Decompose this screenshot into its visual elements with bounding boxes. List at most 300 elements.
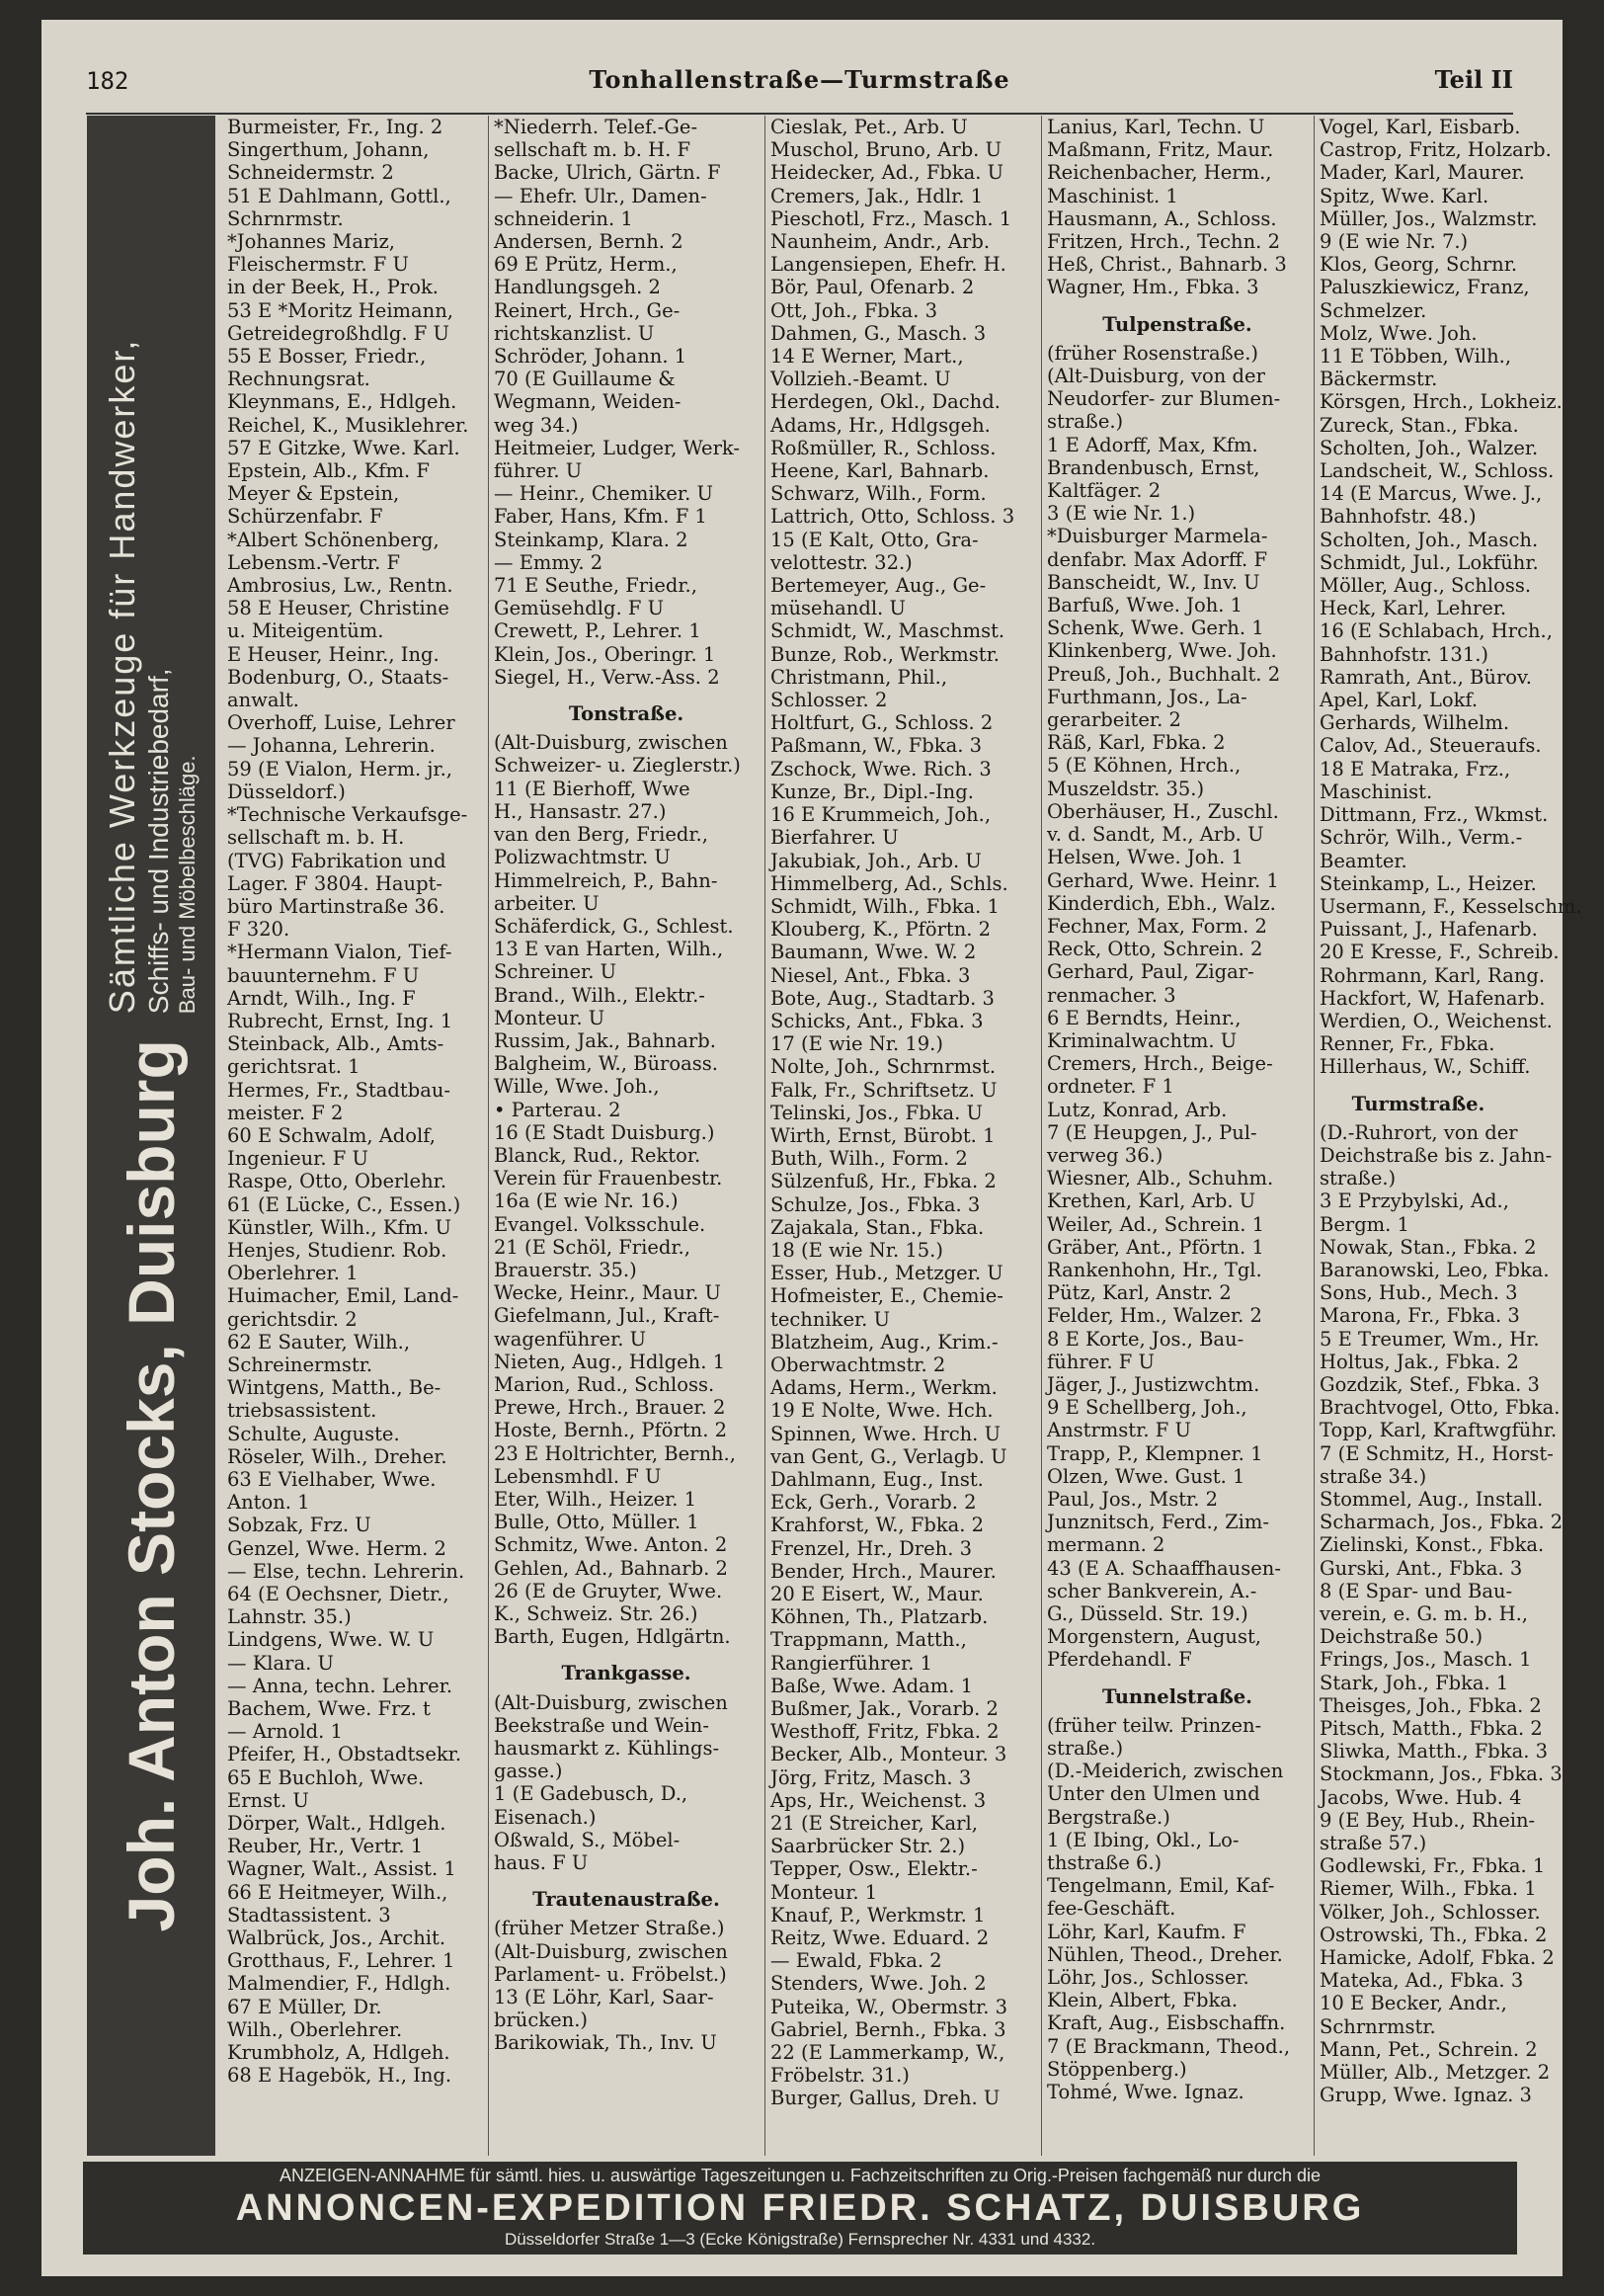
directory-entry: Handlungsgeh. 2 [494,276,661,299]
directory-entry: 43 (E A. Schaaffhausen- [1047,1556,1281,1580]
directory-entry: Paßmann, W., Fbka. 3 [770,734,983,758]
directory-entry: Gemüsehdlg. F U [494,597,665,620]
directory-entry: Oberwachtmstr. 2 [770,1353,946,1376]
directory-entry: Beekstraße und Wein- [494,1713,709,1737]
directory-entry: Hausmann, A., Schloss. [1047,206,1277,230]
directory-entry: Wille, Wwe. Joh., [494,1075,660,1099]
directory-entry: Lahnstr. 35.) [227,1605,352,1629]
directory-entry: anwalt. [227,689,299,712]
directory-entry: Backe, Ulrich, Gärtn. F [494,161,721,185]
directory-entry: Langensiepen, Ehefr. H. [770,253,1006,277]
directory-entry: Buth, Wilh., Form. 2 [770,1147,968,1171]
directory-entry: 22 (E Lammerkamp, W., [770,2041,1005,2065]
directory-entry: Lebensmhdl. F U [494,1464,662,1488]
directory-entry: Pieschotl, Frz., Masch. 1 [770,206,1012,230]
directory-entry: Becker, Alb., Monteur. 3 [770,1743,1007,1766]
ad-line2: Schiffs- und Industriebedarf, [143,668,174,1015]
directory-entry: 5 E Treumer, Wm., Hr. [1320,1327,1540,1351]
directory-entry: Morgenstern, August, [1047,1625,1261,1649]
column-divider [488,116,489,2156]
directory-entry: Frings, Jos., Masch. 1 [1320,1648,1532,1672]
directory-entry: 9 (E wie Nr. 7.) [1320,230,1469,254]
directory-entry: 8 E Korte, Jos., Bau- [1047,1327,1244,1351]
column-5 [1320,116,1582,2156]
directory-entry: Schmelzer. [1320,298,1427,322]
directory-entry: Christmann, Phil., [770,665,948,689]
directory-entry: Pütz, Karl, Anstr. 2 [1047,1281,1232,1305]
directory-entry: 16 (E Schlabach, Hrch., [1320,619,1553,643]
directory-entry: Schrnrmstr. [1320,2014,1436,2038]
directory-entry: Reck, Otto, Schrein. 2 [1047,938,1263,961]
directory-entry: *Johannes Mariz, [227,230,395,254]
directory-entry: Polizwachtmstr. U [494,846,671,869]
directory-entry: Reinert, Hrch., Ge- [494,298,681,322]
directory-entry: 62 E Sauter, Wilh., [227,1330,411,1353]
directory-entry: in der Beek, H., Prok. [227,276,439,299]
directory-entry: Landscheit, W., Schloss. [1320,459,1555,483]
column-4 [1047,116,1308,2156]
directory-entry: Reuber, Hr., Vertr. 1 [227,1835,424,1858]
directory-entry: Düsseldorf.) [227,779,346,803]
directory-entry: Krumbholz, A, Hdlgeh. [227,2041,450,2065]
directory-entry: Schäferdick, G., Schlest. [494,914,734,938]
directory-entry: Klouberg, K., Pförtn. 2 [770,918,992,942]
directory-entry: Theisges, Joh., Fbka. 2 [1320,1693,1542,1717]
directory-entry: 18 E Matraka, Frz., [1320,757,1511,780]
directory-entry: Maschinist. [1320,779,1433,803]
directory-entry: Krethen, Karl, Arb. U [1047,1189,1256,1213]
directory-entry: Falk, Fr., Schriftsetz. U [770,1078,998,1102]
directory-entry: Junznitsch, Ferd., Zim- [1047,1511,1269,1534]
directory-entry: bauunternehm. F U [227,963,420,987]
directory-entry: Hoste, Bernh., Pförtn. 2 [494,1419,728,1442]
directory-entry: 1 (E Gadebusch, D., [494,1782,688,1806]
directory-entry: Schwarz, Wilh., Form. [770,482,987,506]
directory-entry: Usermann, F., Kesselschm. [1320,894,1582,918]
directory-entry: 8 (E Spar- und Bau- [1320,1579,1513,1602]
directory-entry: Gabriel, Bernh., Fbka. 3 [770,2017,1006,2041]
directory-entry: Schröder, Johann. 1 [494,345,687,369]
directory-entry: 3 E Przybylski, Ad., [1320,1189,1509,1213]
directory-entry: Helsen, Wwe. Joh. 1 [1047,846,1243,869]
directory-entry: Furthmann, Jos., La- [1047,685,1247,708]
directory-entry: 15 (E Kalt, Otto, Gra- [770,528,979,551]
directory-entry: Brand., Wilh., Elektr.- [494,983,705,1007]
directory-entry: Sülzenfuß, Hr., Fbka. 2 [770,1170,997,1193]
directory-entry: Deichstraße 50.) [1320,1625,1484,1649]
column-divider [1041,116,1042,2156]
directory-entry: Brachtvogel, Otto, Fbka. [1320,1396,1561,1420]
directory-entry: Baranowski, Leo, Fbka. [1320,1258,1550,1281]
directory-entry: Bergstraße.) [1047,1805,1170,1829]
directory-entry: Schweizer- u. Zieglerstr.) [494,754,741,778]
directory-entry: Huimacher, Emil, Land- [227,1284,459,1308]
directory-entry: Olzen, Wwe. Gust. 1 [1047,1464,1245,1488]
directory-entry: Godlewski, Fr., Fbka. 1 [1320,1854,1546,1878]
page-number: 182 [86,67,129,95]
directory-entry: Malmendier, F., Hdlgh. [227,1972,451,1996]
directory-entry: Esser, Hub., Metzger. U [770,1262,1003,1285]
directory-entry: Mann, Pet., Schrein. 2 [1320,2037,1538,2061]
directory-entry: Gerhard, Paul, Zigar- [1047,960,1254,984]
directory-entry: Spinnen, Wwe. Hrch. U [770,1422,1002,1445]
directory-entry: Hofmeister, E., Chemie- [770,1284,1003,1308]
directory-entry: Preuß, Joh., Buchhalt. 2 [1047,662,1281,686]
directory-entry: Gräber, Ant., Pförtn. 1 [1047,1235,1264,1259]
directory-entry: Hackfort, W, Hafenarb. [1320,986,1546,1010]
directory-entry: Steinkamp, Klara. 2 [494,528,688,551]
directory-entry: Weiler, Ad., Schrein. 1 [1047,1212,1265,1236]
directory-entry: Siegel, H., Verw.-Ass. 2 [494,665,720,689]
directory-entry: Castrop, Fritz, Holzarb. [1320,138,1552,162]
directory-entry: 11 (E Bierhoff, Wwe [494,777,690,800]
directory-entry: hausmarkt z. Kühlings- [494,1737,720,1761]
directory-entry: 23 E Holtrichter, Bernh., [494,1441,736,1465]
directory-entry: Burger, Gallus, Dreh. U [770,2087,1001,2110]
column-1 [227,116,482,2156]
directory-entry: Kleynmans, E., Hdlgeh. [227,390,457,414]
directory-entry: Ramrath, Ant., Bürov. [1320,665,1532,689]
directory-entry: Molz, Wwe. Joh. [1320,321,1478,345]
directory-entry: Knauf, P., Werkmstr. 1 [770,1903,986,1927]
directory-entry: 9 (E Bey, Hub., Rhein- [1320,1808,1536,1832]
directory-entry: büro Martinstraße 36. [227,894,445,918]
directory-entry: Andersen, Bernh. 2 [494,230,683,254]
directory-entry: Bahnhofstr. 131.) [1320,642,1489,666]
directory-entry: Bör, Paul, Ofenarb. 2 [770,276,975,299]
directory-entry: Saarbrücker Str. 2.) [770,1835,966,1858]
directory-entry: Schlosser. 2 [770,689,888,712]
directory-entry: Burmeister, Fr., Ing. 2 [227,116,443,138]
directory-entry: Klos, Georg, Schrnr. [1320,253,1518,277]
directory-entry: Cieslak, Pet., Arb. U [770,116,968,138]
directory-entry: 51 E Dahlmann, Gottl., [227,184,451,207]
directory-entry: Schicks, Ant., Fbka. 3 [770,1009,984,1032]
directory-entry: 6 E Berndts, Heinr., [1047,1006,1242,1029]
directory-entry: 68 E Hagebök, H., Ing. [227,2064,452,2088]
directory-entry: Gerhard, Wwe. Heinr. 1 [1047,868,1279,892]
directory-entry: 21 (E Streicher, Karl, [770,1812,978,1836]
directory-entry: Mader, Karl, Maurer. [1320,161,1525,185]
directory-entry: gerichtsrat. 1 [227,1055,361,1079]
directory-entry: Muschol, Bruno, Arb. U [770,138,1002,162]
directory-entry: Singerthum, Johann, [227,138,430,162]
directory-entry: Räß, Karl, Fbka. 2 [1047,731,1226,755]
directory-entry: Prewe, Hrch., Brauer. 2 [494,1396,726,1420]
directory-entry: Felder, Hm., Walzer. 2 [1047,1304,1262,1328]
directory-entry: Trapp, P., Klempner. 1 [1047,1441,1263,1465]
directory-entry: Barth, Eugen, Hdlgärtn. [494,1625,731,1649]
directory-entry: Dörper, Walt., Hdlgeh. [227,1812,446,1836]
directory-entry: Löhr, Karl, Kaufm. F [1047,1920,1246,1943]
directory-entry: Paluszkiewicz, Franz, [1320,276,1530,299]
directory-page [41,20,1582,2276]
directory-entry: E Heuser, Heinr., Ing. [227,642,440,666]
bottom-ad-line1: ANZEIGEN-ANNAHME für sämtl. hies. u. auswärtige Tageszeitungen u. Fachzeitschriften zu Orig.-Preisen fachgemäß nur durch die [279,2166,1322,2185]
directory-entry: Kraft, Aug., Eisbschaffn. [1047,2011,1286,2035]
directory-entry: straße 34.) [1320,1464,1427,1488]
directory-entry: Oberhäuser, H., Zuschl. [1047,799,1279,823]
directory-entry: 55 E Bosser, Friedr., [227,345,427,369]
directory-entry: Bote, Aug., Stadtarb. 3 [770,986,995,1010]
directory-entry: Tohmé, Wwe. Ignaz. [1047,2081,1244,2104]
directory-entry: 7 (E Schmitz, H., Horst- [1320,1441,1554,1465]
directory-entry: 16a (E wie Nr. 16.) [494,1189,679,1213]
directory-entry: Schmidt, Wilh., Fbka. 1 [770,894,1000,918]
directory-entry: Ingenieur. F U [227,1147,368,1171]
directory-entry: Deichstraße bis z. Jahn- [1320,1143,1553,1167]
directory-entry: — Klara. U [227,1651,334,1675]
directory-entry: Müller, Alb., Metzger. 2 [1320,2061,1551,2085]
directory-entry: — Emmy. 2 [494,550,603,574]
directory-entry: Lindgens, Wwe. W. U [227,1628,435,1652]
ad-line3: Bau- und Möbelbeschläge. [175,755,200,1015]
directory-entry: Rubrecht, Ernst, Ing. 1 [227,1009,453,1032]
directory-entry: 69 E Prütz, Herm., [494,253,678,277]
directory-entry: Marion, Rud., Schloss. [494,1372,715,1396]
directory-entry: gerarbeiter. 2 [1047,708,1181,732]
directory-entry: Völker, Joh., Schlosser. [1320,1900,1541,1924]
directory-entry: Gozdzik, Stef., Fbka. 3 [1320,1372,1540,1396]
street-heading: Trautenaustraße. [532,1888,720,1912]
directory-entry: Bender, Hrch., Maurer. [770,1559,997,1583]
directory-entry: Bäckermstr. [1320,368,1438,391]
directory-entry: Bunze, Rob., Werkmstr. [770,642,1001,666]
directory-entry: Bachem, Wwe. Frz. t [227,1697,431,1721]
directory-entry: straße.) [1047,410,1124,434]
directory-entry: H., Hansastr. 27.) [494,799,667,823]
directory-entry: Gurski, Ant., Fbka. 3 [1320,1556,1523,1580]
directory-entry: (Alt-Duisburg, zwischen [494,1939,728,1963]
directory-entry: triebsassistent. [227,1399,377,1423]
directory-entry: (früher Metzer Straße.) [494,1917,725,1940]
directory-entry: 61 (E Lücke, C., Essen.) [227,1192,461,1216]
directory-entry: — Anna, techn. Lehrer. [227,1674,453,1697]
directory-entry: (Alt-Duisburg, zwischen [494,731,728,755]
directory-entry: Riemer, Wilh., Fbka. 1 [1320,1877,1537,1901]
directory-entry: Jacobs, Wwe. Hub. 4 [1320,1785,1522,1809]
directory-entry: v. d. Sandt, M., Arb. U [1047,823,1264,847]
directory-entry: Hermes, Fr., Stadtbau- [227,1078,451,1102]
directory-entry: Gehlen, Ad., Bahnarb. 2 [494,1556,728,1580]
directory-entry: F 320. [227,918,290,942]
directory-entry: Barikowiak, Th., Inv. U [494,2031,717,2055]
directory-entry: Cremers, Jak., Hdlr. 1 [770,184,984,207]
directory-entry: Sobzak, Frz. U [227,1514,371,1537]
directory-entry: 1 E Adorff, Max, Kfm. [1047,433,1258,456]
directory-entry: 1 (E Ibing, Okl., Lo- [1047,1828,1240,1851]
directory-entry: Aps, Hr., Weichenst. 3 [770,1788,987,1812]
directory-entry: Baße, Wwe. Adam. 1 [770,1674,974,1697]
directory-entry: 64 (E Oechsner, Dietr., [227,1583,449,1605]
directory-entry: Zajakala, Stan., Fbka. [770,1215,985,1239]
column-2 [494,116,759,2156]
directory-entry: schneiderin. 1 [494,206,633,230]
directory-entry: u. Miteigentüm. [227,619,384,643]
directory-entry: Zureck, Stan., Fbka. [1320,413,1519,437]
directory-entry: gasse.) [494,1760,563,1783]
directory-entry: Arndt, Wilh., Ing. F [227,986,416,1010]
directory-entry: Blanck, Rud., Rektor. [494,1143,701,1167]
directory-entry: Steinback, Alb., Amts- [227,1032,444,1056]
directory-entry: Verein für Frauenbestr. [494,1167,723,1190]
directory-entry: Schmidt, W., Maschmst. [770,619,1005,643]
street-heading: Tonstraße. [568,702,684,726]
directory-entry: Bertemeyer, Aug., Ge- [770,574,987,598]
directory-entry: Wagner, Walt., Assist. 1 [227,1857,456,1881]
directory-entry: Nühlen, Theod., Dreher. [1047,1942,1283,1966]
directory-entry: Schürzenfabr. F [227,505,383,529]
directory-entry: (früher Rosenstraße.) [1047,341,1259,365]
directory-entry: Puteika, W., Obermstr. 3 [770,1995,1008,2018]
directory-entry: Kunze, Br., Dipl.-Ing. [770,779,974,803]
directory-entry: Stöppenberg.) [1047,2057,1187,2081]
directory-entry: Anton. 1 [227,1491,310,1515]
directory-entry: (D.-Ruhrort, von der [1320,1120,1518,1144]
directory-entry: • Parterau. 2 [494,1098,621,1121]
directory-entry: Sons, Hub., Mech. 3 [1320,1281,1518,1305]
header-rule [86,113,1513,115]
directory-entry: Scholten, Joh., Masch. [1320,528,1539,551]
directory-entry: 58 E Heuser, Christine [227,597,449,620]
directory-entry: velottestr. 32.) [770,550,913,574]
directory-entry: verweg 36.) [1047,1143,1163,1167]
directory-entry: 57 E Gitzke, Wwe. Karl. [227,436,460,459]
directory-entry: Russim, Jak., Bahnarb. [494,1028,716,1052]
directory-entry: 20 E Eisert, W., Maur. [770,1583,984,1605]
directory-entry: wagenführer. U [494,1327,647,1351]
directory-entry: Eter, Wilh., Heizer. 1 [494,1487,697,1511]
directory-entry: Naunheim, Andr., Arb. [770,230,991,254]
directory-entry: Blatzheim, Aug., Krim.- [770,1330,999,1353]
directory-entry: Monteur. U [494,1006,605,1029]
directory-entry: Bodenburg, O., Staats- [227,665,449,689]
directory-entry: Hillerhaus, W., Schiff. [1320,1055,1531,1079]
directory-entry: Banscheidt, W., Inv. U [1047,570,1260,594]
directory-entry: Wintgens, Matth., Be- [227,1376,441,1400]
directory-entry: Bergm. 1 [1320,1212,1409,1236]
directory-entry: (früher teilw. Prinzen- [1047,1713,1262,1737]
directory-entry: Reichenbacher, Herm., [1047,161,1272,185]
directory-entry: 14 E Werner, Mart., [770,345,964,369]
directory-entry: Ernst. U [227,1788,309,1812]
directory-entry: 7 (E Heupgen, J., Pul- [1047,1120,1257,1144]
directory-entry: Frenzel, Hr., Dreh. 3 [770,1536,973,1560]
directory-entry: Niesel, Ant., Fbka. 3 [770,963,971,987]
directory-entry: Bußmer, Jak., Vorarb. 2 [770,1697,999,1721]
directory-entry: Balgheim, W., Büroass. [494,1052,718,1076]
column-3 [770,116,1035,2156]
directory-entry: Neudorfer- zur Blumen- [1047,387,1281,411]
directory-entry: brücken.) [494,2009,589,2032]
directory-entry: ordneter. F 1 [1047,1075,1174,1099]
directory-entry: van Gent, G., Verlagb. U [770,1444,1007,1468]
directory-entry: Adams, Herm., Werkm. [770,1376,998,1400]
directory-entry: Raspe, Otto, Oberlehr. [227,1170,447,1193]
directory-entry: K., Schweiz. Str. 26.) [494,1602,698,1625]
directory-entry: mermann. 2 [1047,1533,1165,1557]
directory-entry: Unter den Ulmen und [1047,1782,1260,1806]
directory-entry: 3 (E wie Nr. 1.) [1047,502,1196,526]
directory-entry: Getreidegroßhdlg. F U [227,321,449,345]
directory-entry: Adams, Hr., Hdlgsgeh. [770,413,991,437]
directory-entry: Walbrück, Jos., Archit. [227,1927,446,1950]
directory-entry: Fechner, Max, Form. 2 [1047,914,1267,938]
directory-entry: Pfeifer, H., Obstadtsekr. [227,1743,462,1766]
directory-entry: Holtfurt, G., Schloss. 2 [770,711,994,735]
directory-entry: Stadtassistent. 3 [227,1903,391,1927]
directory-entry: Cremers, Hrch., Beige- [1047,1052,1273,1076]
directory-entry: — Else, techn. Lehrerin. [227,1559,465,1583]
directory-entry: Klein, Albert, Fbka. [1047,1989,1239,2012]
directory-entry: Mateka, Ad., Fbka. 3 [1320,1969,1524,1993]
street-heading: Tunnelstraße. [1102,1684,1252,1708]
directory-entry: Marona, Fr., Fbka. 3 [1320,1304,1520,1328]
directory-entry: meister. F 2 [227,1101,344,1124]
directory-entry: Dahlmann, Eug., Inst. [770,1467,984,1491]
directory-entry: 65 E Buchloh, Wwe. [227,1765,425,1789]
directory-entry: 18 (E wie Nr. 15.) [770,1238,943,1262]
directory-entry: Schulze, Jos., Fbka. 3 [770,1192,981,1216]
street-heading: Turmstraße. [1351,1092,1485,1115]
directory-entry: Schmitz, Wwe. Anton. 2 [494,1533,728,1557]
directory-entry: 71 E Seuthe, Friedr., [494,574,697,598]
directory-entry: Zschock, Wwe. Rich. 3 [770,757,992,780]
directory-entry: Sliwka, Matth., Fbka. 3 [1320,1740,1549,1763]
directory-entry: 67 E Müller, Dr. [227,1995,382,2018]
directory-entry: Heidecker, Ad., Fbka. U [770,161,1004,185]
directory-entry: Nowak, Stan., Fbka. 2 [1320,1235,1537,1259]
directory-entry: Eisenach.) [494,1805,597,1829]
directory-entry: Eck, Gerh., Vorarb. 2 [770,1491,977,1515]
directory-entry: Schrör, Wilh., Verm.- [1320,826,1523,850]
directory-entry: Heck, Karl, Lehrer. [1320,597,1507,620]
directory-entry: Vollzieh.-Beamt. U [770,368,951,391]
directory-entry: — Arnold. 1 [227,1720,343,1744]
directory-entry: 5 (E Köhnen, Hrch., [1047,754,1242,778]
directory-entry: Bierfahrer. U [770,826,899,850]
directory-entry: *Technische Verkaufsge- [227,803,468,827]
directory-entry: Vogel, Karl, Eisbarb. [1320,116,1521,138]
directory-entry: 16 (E Stadt Duisburg.) [494,1120,715,1144]
directory-entry: 59 (E Vialon, Herm. jr., [227,757,452,780]
directory-entry: Gerhards, Wilhelm. [1320,711,1510,735]
directory-entry: Dittmann, Frz., Wkmst. [1320,803,1549,827]
directory-entry: Baumann, Wwe. W. 2 [770,941,977,964]
directory-entry: Ambrosius, Lw., Rentn. [227,574,453,598]
directory-entry: Wirth, Ernst, Bürobt. 1 [770,1123,996,1147]
directory-entry: Stark, Joh., Fbka. 1 [1320,1671,1509,1694]
directory-entry: Schmidt, Jul., Lokführ. [1320,550,1539,574]
directory-entry: Kaltfäger. 2 [1047,479,1162,503]
directory-entry: 9 E Schellberg, Joh., [1047,1396,1247,1420]
directory-entry: Roßmüller, R., Schloss. [770,436,997,459]
directory-entry: Henjes, Studienr. Rob. [227,1238,447,1262]
directory-entry: führer. U [494,459,583,483]
ad-company: Joh. Anton Stocks, Duisburg [115,1039,188,1932]
directory-entry: Krahforst, W., Fbka. 2 [770,1514,985,1537]
directory-entry: 16 E Krummeich, Joh., [770,803,992,827]
directory-entry: Scholten, Joh., Walzer. [1320,436,1539,459]
directory-entry: 19 E Nolte, Wwe. Hch. [770,1399,994,1423]
directory-entry: Wilh., Oberlehrer. [227,2017,403,2041]
directory-entry: Schenk, Wwe. Gerh. 1 [1047,616,1264,640]
directory-entry: 53 E *Moritz Heimann, [227,298,453,322]
directory-entry: 60 E Schwalm, Adolf, [227,1123,436,1147]
directory-entry: straße 57.) [1320,1832,1427,1855]
directory-entry: Calov, Ad., Steueraufs. [1320,734,1542,758]
directory-entry: richtskanzlist. U [494,321,655,345]
